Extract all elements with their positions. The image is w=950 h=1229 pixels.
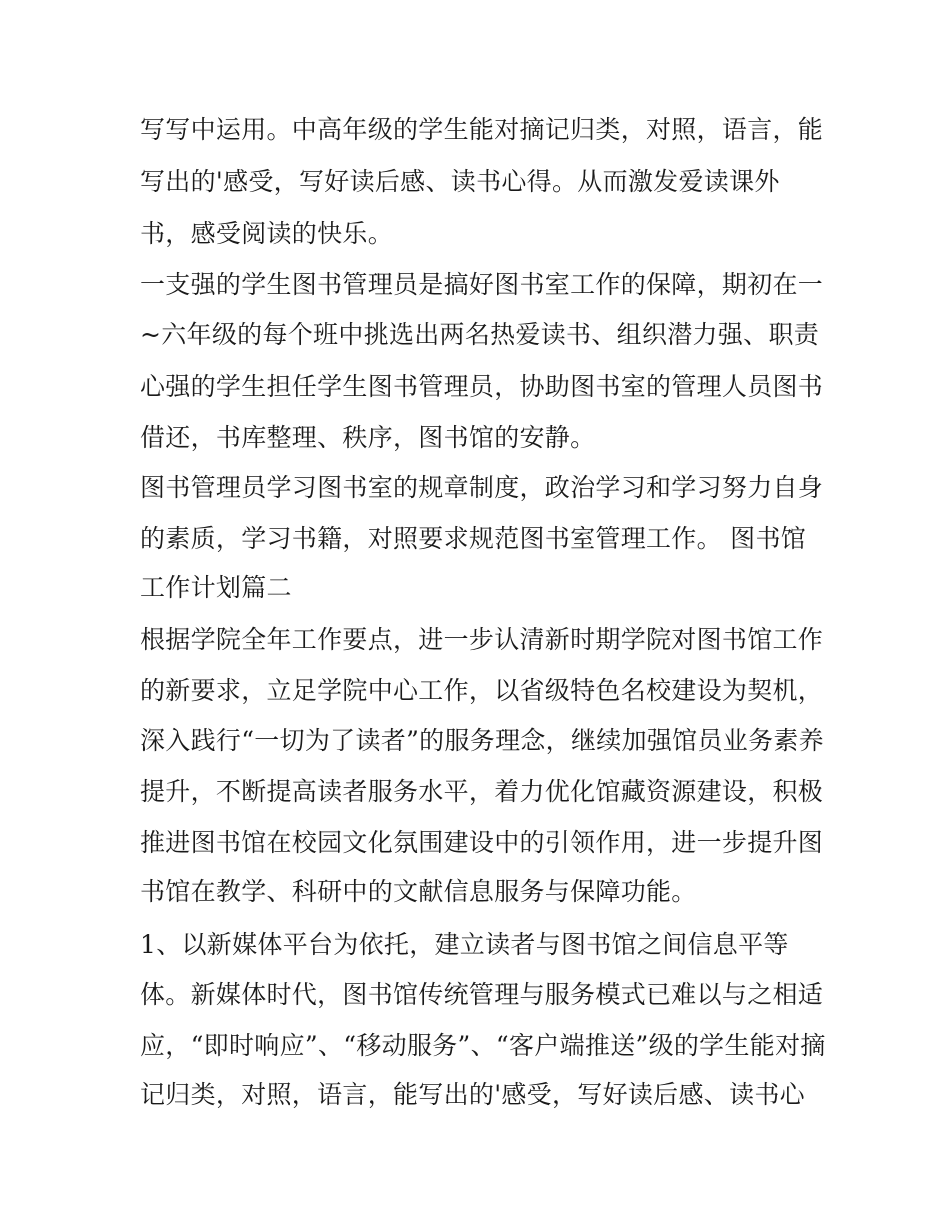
text-line: 图书管理员学习图书室的规章制度，政治学习和学习努力自身 — [140, 473, 824, 502]
text-line: 心强的学生担任学生图书管理员，协助图书室的管理人员图书 — [140, 372, 824, 401]
text-line: 记归类，对照，语言，能写出的'感受，写好读后感、读书心 — [140, 1080, 805, 1109]
text-line: 根据学院全年工作要点，进一步认清新时期学院对图书馆工作 — [140, 625, 824, 654]
text-line: 推进图书馆在校园文化氛围建设中的引领作用，进一步提升图 — [140, 828, 824, 857]
text-line: 的素质，学习书籍，对照要求规范图书室管理工作。 图书馆 — [140, 524, 807, 553]
text-line: 一支强的学生图书管理员是搞好图书室工作的保障，期初在一 — [140, 270, 824, 299]
text-line: 写写中运用。中高年级的学生能对摘记归类，对照，语言，能 — [140, 115, 824, 144]
text-line: 1、以新媒体平台为依托，建立读者与图书馆之间信息平等 — [140, 930, 789, 959]
text-line: 写出的'感受，写好读后感、读书心得。从而激发爱读课外 — [140, 167, 780, 196]
text-line: 书，感受阅读的快乐。 — [140, 219, 394, 248]
text-line: 书馆在教学、科研中的文献信息服务与保障功能。 — [140, 877, 697, 906]
text-line: 深入践行“一切为了读者”的服务理念，继续加强馆员业务素养 — [140, 726, 824, 755]
text-line: ~六年级的每个班中挑选出两名热爱读书、组织潜力强、职责 — [140, 320, 820, 349]
text-line: 的新要求，立足学院中心工作，以省级特色名校建设为契机， — [140, 676, 824, 705]
text-line: 提升，不断提高读者服务水平，着力优化馆藏资源建设，积极 — [140, 777, 824, 806]
text-line: 应，“即时响应”、“移动服务”、“客户端推送”级的学生能对摘 — [140, 1031, 826, 1060]
section-heading: 工作计划篇二 — [140, 573, 292, 602]
text-line: 借还，书库整理、秩序，图书馆的安静。 — [140, 423, 596, 452]
text-line: 体。新媒体时代，图书馆传统管理与服务模式已难以与之相适 — [140, 980, 824, 1009]
